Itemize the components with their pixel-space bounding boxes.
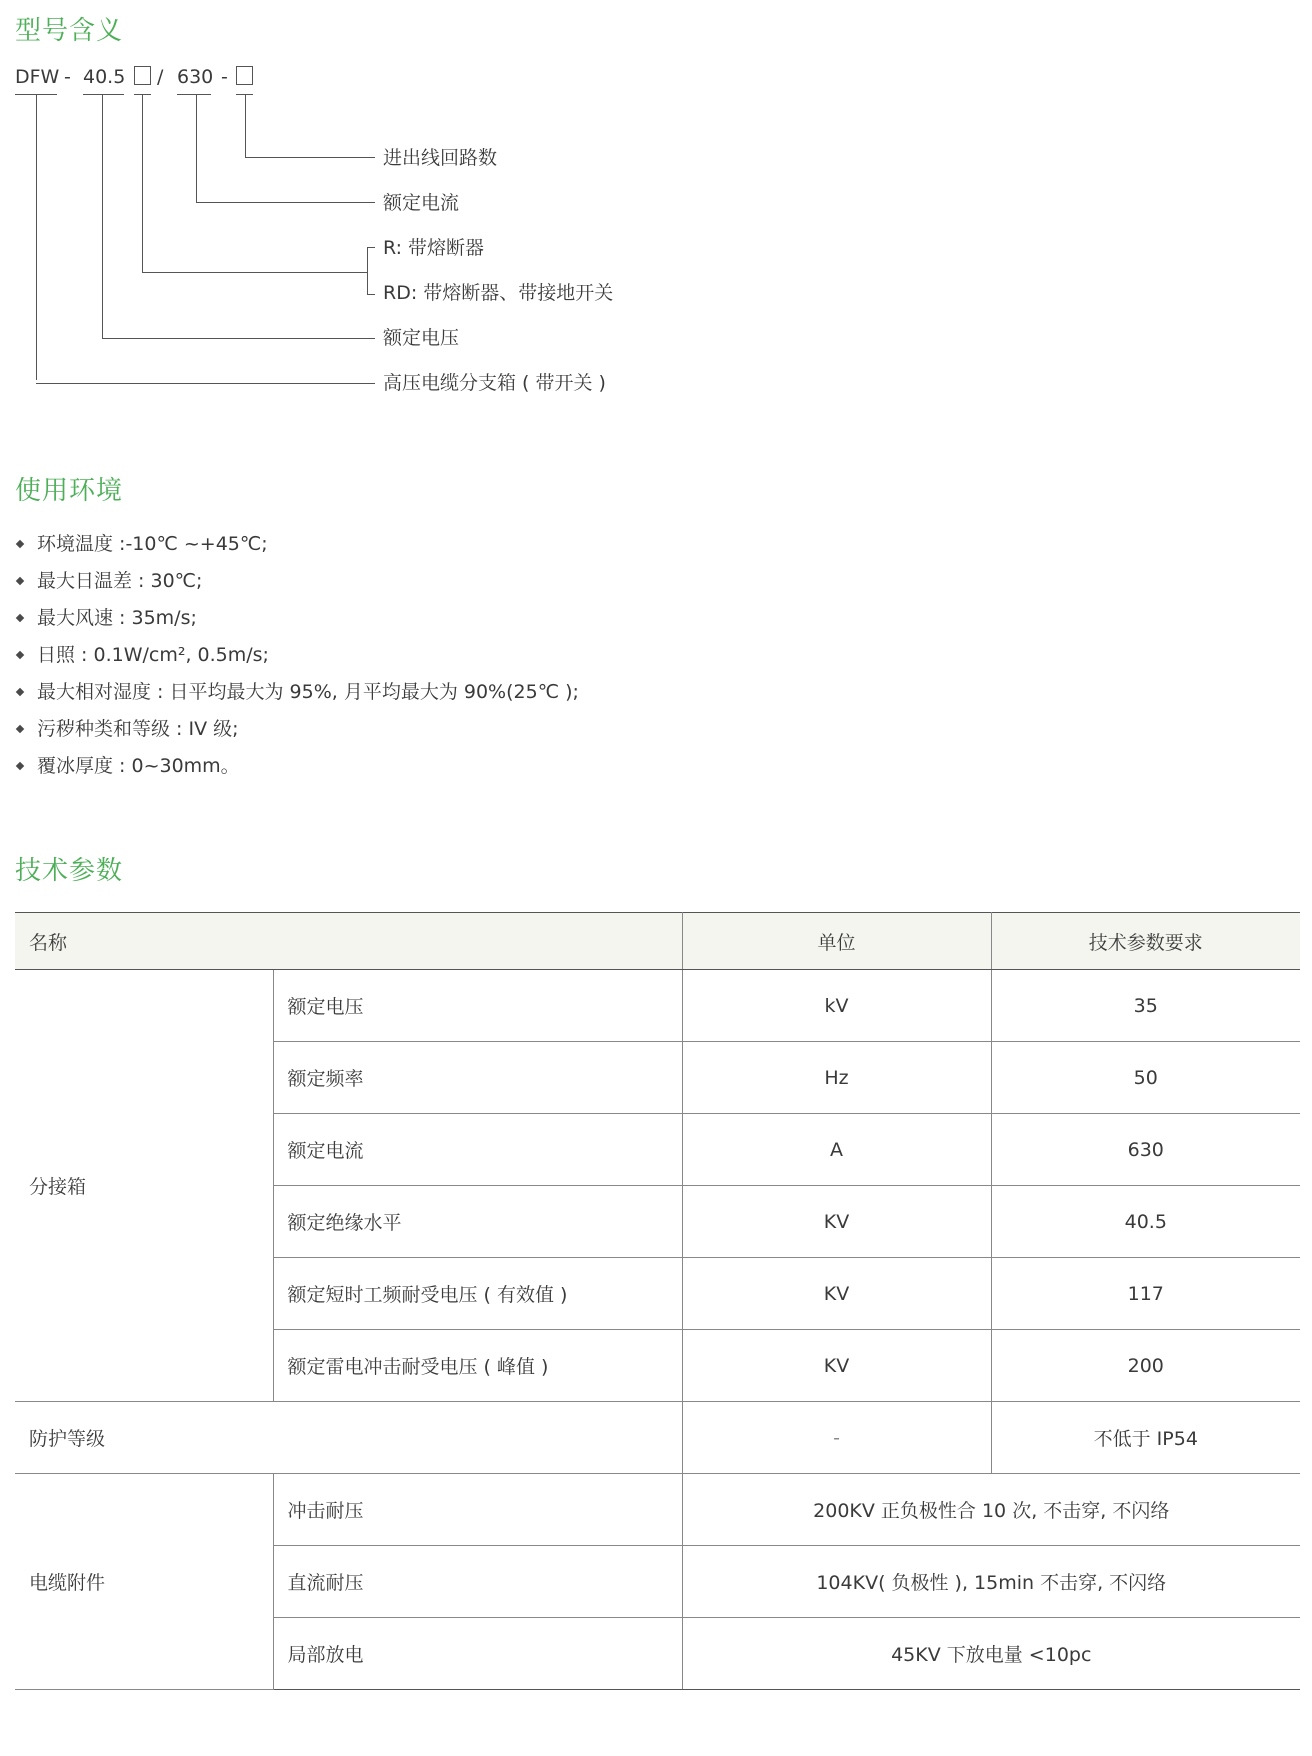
- group-cell: 电缆附件: [15, 1474, 273, 1690]
- model-code-diagram: [0, 0, 700, 400]
- leader-vertical: [102, 94, 103, 338]
- leader-horizontal: [142, 272, 367, 273]
- bullet-icon: [16, 614, 24, 622]
- meaning-product: 高压电缆分支箱 ( 带开关 ): [383, 372, 606, 394]
- table-row: [15, 1474, 1300, 1546]
- leader-horizontal: [36, 383, 375, 384]
- meaning-rated-current: 额定电流: [383, 192, 460, 214]
- unit-cell: Hz: [682, 1042, 991, 1114]
- tech-section-title: 技术参数: [15, 856, 124, 886]
- table-row: [15, 970, 1300, 1042]
- list-item: [15, 563, 579, 600]
- bullet-icon: [16, 540, 24, 548]
- list-item-text: 日照 : 0.1W/cm², 0.5m/s;: [37, 644, 269, 666]
- leader-vertical: [142, 94, 143, 272]
- code-part-series: DFW: [15, 66, 60, 88]
- code-placeholder-box: [236, 66, 253, 88]
- unit-cell: KV: [682, 1186, 991, 1258]
- meaning-circuits: 进出线回路数: [383, 147, 498, 169]
- value-cell: 40.5: [991, 1186, 1300, 1258]
- bullet-icon: [16, 688, 24, 696]
- unit-cell: A: [682, 1114, 991, 1186]
- leader-vertical: [245, 94, 246, 157]
- header-unit: 单位: [682, 913, 991, 970]
- list-item-text: 环境温度 :-10℃ ~+45℃;: [37, 533, 268, 555]
- code-underline: [177, 94, 211, 95]
- param-cell: 额定短时工频耐受电压 ( 有效值 ): [273, 1258, 682, 1330]
- table-row: [15, 1402, 1300, 1474]
- table-header-row: [15, 913, 1300, 970]
- code-part-current: 630: [177, 66, 214, 88]
- param-cell: 额定雷电冲击耐受电压 ( 峰值 ): [273, 1330, 682, 1402]
- option-bracket: [367, 247, 375, 248]
- list-item: [15, 600, 579, 637]
- code-slash: /: [157, 66, 164, 88]
- value-cell: 117: [991, 1258, 1300, 1330]
- group-cell: 分接箱: [15, 970, 273, 1402]
- leader-vertical: [196, 94, 197, 202]
- value-cell: 200: [991, 1330, 1300, 1402]
- list-item: [15, 526, 579, 563]
- param-cell: 额定频率: [273, 1042, 682, 1114]
- code-separator: -: [64, 66, 71, 88]
- list-item-text: 最大风速 : 35m/s;: [37, 607, 197, 629]
- bullet-icon: [16, 651, 24, 659]
- meaning-option-rd: RD: 带熔断器、带接地开关: [383, 282, 614, 304]
- param-cell: 局部放电: [273, 1618, 682, 1690]
- unit-cell: -: [682, 1402, 991, 1474]
- model-section-title: 型号含义: [15, 16, 124, 46]
- meaning-option-r: R: 带熔断器: [383, 237, 485, 259]
- list-item: [15, 637, 579, 674]
- value-cell: 104KV( 负极性 ), 15min 不击穿, 不闪络: [682, 1546, 1300, 1618]
- list-item: [15, 674, 579, 711]
- list-item-text: 覆冰厚度 : 0~30mm。: [37, 755, 240, 777]
- param-cell: 额定电压: [273, 970, 682, 1042]
- unit-cell: KV: [682, 1330, 991, 1402]
- value-cell: 200KV 正负极性合 10 次, 不击穿, 不闪络: [682, 1474, 1300, 1546]
- header-name: 名称: [15, 913, 682, 970]
- param-cell: 冲击耐压: [273, 1474, 682, 1546]
- tech-spec-table: [15, 912, 1300, 1690]
- param-cell: 直流耐压: [273, 1546, 682, 1618]
- value-cell: 630: [991, 1114, 1300, 1186]
- leader-horizontal: [245, 157, 375, 158]
- code-part-voltage: 40.5: [83, 66, 126, 88]
- bullet-icon: [16, 762, 24, 770]
- option-bracket: [367, 294, 375, 295]
- unit-cell: kV: [682, 970, 991, 1042]
- list-item-text: 污秽种类和等级 : IV 级;: [37, 718, 239, 740]
- code-underline: [83, 94, 124, 95]
- value-cell: 35: [991, 970, 1300, 1042]
- param-cell: 额定绝缘水平: [273, 1186, 682, 1258]
- leader-horizontal: [102, 338, 375, 339]
- value-cell: 不低于 IP54: [991, 1402, 1300, 1474]
- list-item-text: 最大日温差 : 30℃;: [37, 570, 203, 592]
- unit-cell: KV: [682, 1258, 991, 1330]
- param-cell: 额定电流: [273, 1114, 682, 1186]
- value-cell: 50: [991, 1042, 1300, 1114]
- group-cell: 防护等级: [15, 1402, 682, 1474]
- meaning-rated-voltage: 额定电压: [383, 327, 460, 349]
- list-item: [15, 748, 579, 785]
- code-placeholder-box: [134, 66, 151, 88]
- code-separator: -: [221, 66, 228, 88]
- value-cell: 45KV 下放电量 <10pc: [682, 1618, 1300, 1690]
- leader-horizontal: [196, 202, 375, 203]
- list-item-text: 最大相对湿度 : 日平均最大为 95%, 月平均最大为 90%(25℃ );: [37, 681, 579, 703]
- bullet-icon: [16, 577, 24, 585]
- environment-section-title: 使用环境: [15, 476, 124, 506]
- bullet-icon: [16, 725, 24, 733]
- header-requirement: 技术参数要求: [991, 913, 1300, 970]
- leader-vertical: [36, 94, 37, 380]
- environment-list: [15, 526, 579, 785]
- option-bracket: [367, 247, 368, 294]
- list-item: [15, 711, 579, 748]
